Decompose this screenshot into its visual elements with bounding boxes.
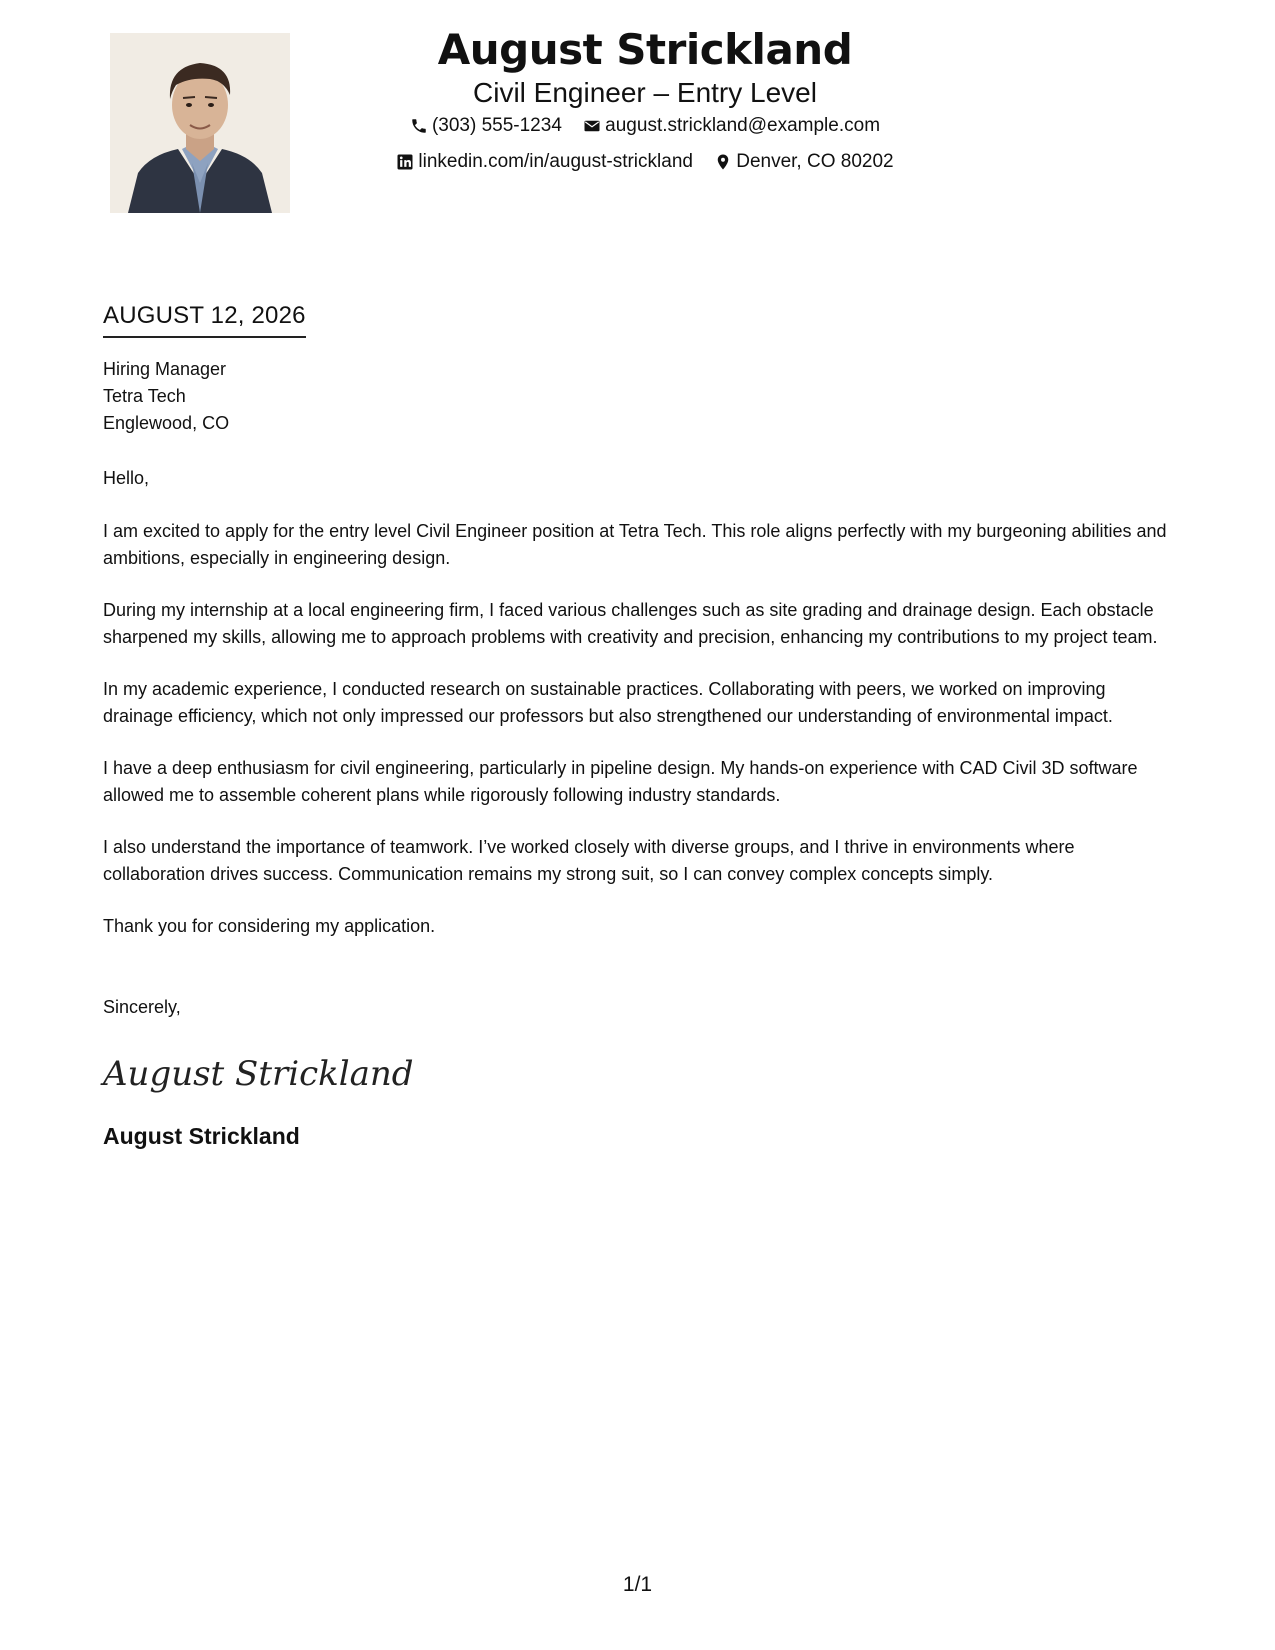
profile-photo — [110, 33, 290, 213]
location-contact — [714, 146, 893, 178]
paragraph: I have a deep enthusiasm for civil engineering, particularly in pipeline design. My hands-on experience with CAD Civil 3D software allowed me to assemble coherent plans while rigorously following industry standards. — [103, 758, 1138, 805]
phone-icon — [410, 117, 428, 135]
location-text: Denver, CO 80202 — [736, 151, 894, 172]
recipient-location: Englewood, CO — [103, 413, 230, 433]
map-pin-icon — [714, 153, 732, 171]
email-contact — [583, 110, 880, 142]
closing: Sincerely, — [103, 996, 181, 1017]
letter-date: AUGUST 12, 2026 — [103, 298, 306, 338]
signature-text: August Strickland — [103, 1053, 414, 1094]
envelope-icon — [583, 117, 601, 135]
paragraph: Thank you for considering my application. — [103, 916, 436, 936]
paragraph: I also understand the importance of teamwork. I’ve worked closely with diverse groups, and I thrive in environments where collaboration drives success. Communication remains my strong suit, so I can convey complex concepts simply. — [103, 837, 1075, 884]
email-address: august.strickland@example.com — [605, 115, 881, 136]
recipient-title: Hiring Manager — [103, 359, 227, 379]
recipient-company: Tetra Tech — [103, 386, 186, 406]
applicant-name: August Strickland — [437, 25, 853, 74]
contact-line-1 — [330, 110, 960, 146]
contact-line-2 — [330, 146, 960, 182]
applicant-role: Civil Engineer – Entry Level — [473, 77, 817, 108]
page-number: 1/1 — [622, 1573, 653, 1596]
phone-number: (303) 555-1234 — [431, 115, 562, 136]
paragraph: In my academic experience, I conducted research on sustainable practices. Collaborating with peers, we worked on improving drainage efficiency, which not only impressed our professors but also strengthened our understanding of environmental impact. — [103, 679, 1113, 726]
paragraph: During my internship at a local engineering firm, I faced various challenges such as site grading and drainage design. Each obstacle sharpened my skills, allowing me to approach problems with creativity and precision, enhancing my contributions to my project team. — [103, 600, 1158, 647]
linkedin-icon — [396, 153, 414, 171]
letter-header — [330, 22, 960, 182]
linkedin-contact — [396, 146, 693, 178]
signer-name: August Strickland — [103, 1122, 300, 1149]
handwritten-signature — [103, 1051, 414, 1097]
recipient-block — [103, 356, 1178, 437]
greeting: Hello, — [103, 468, 150, 488]
linkedin-url: linkedin.com/in/august-strickland — [418, 151, 693, 172]
phone-contact — [410, 110, 562, 142]
letter-body — [103, 298, 1178, 1151]
paragraph: I am excited to apply for the entry level Civil Engineer position at Tetra Tech. This role aligns perfectly with my burgeoning abilities and ambitions, especially in engineering design. — [103, 521, 1167, 568]
